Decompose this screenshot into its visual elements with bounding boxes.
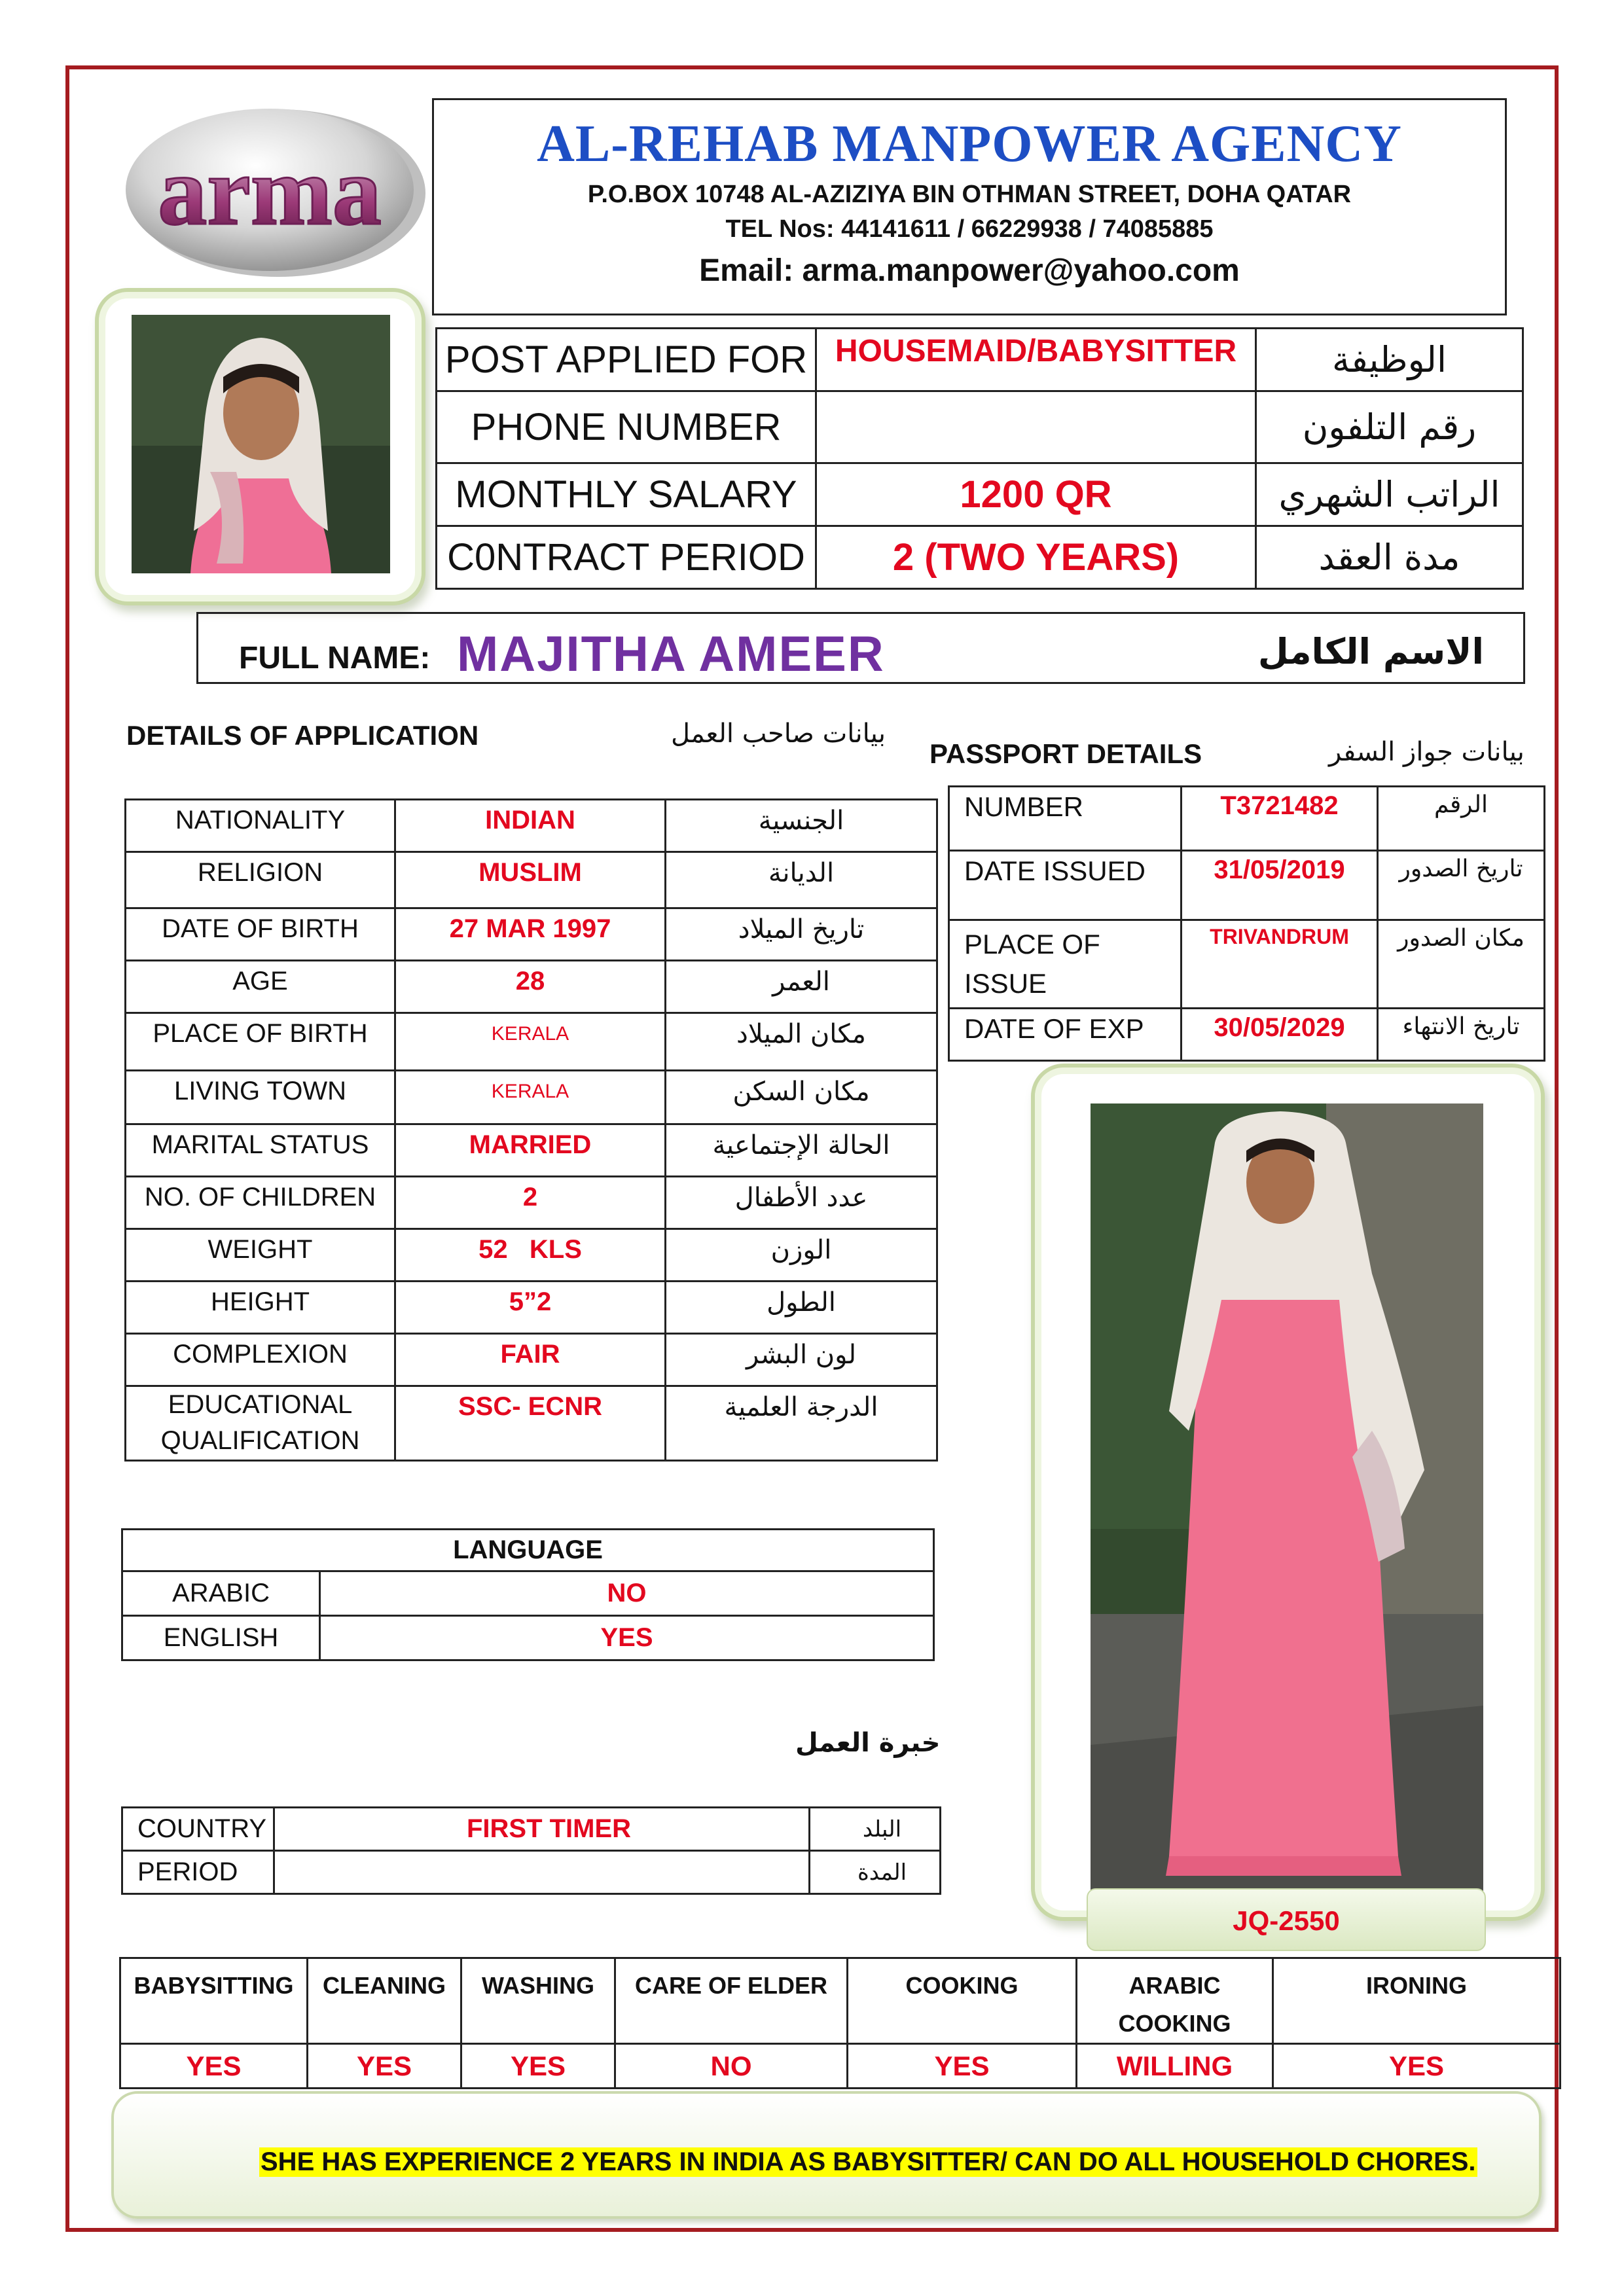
living-town-arabic: مكان السكن (666, 1071, 937, 1124)
table-row (120, 1958, 1561, 2044)
salary-value: 1200 QR (816, 463, 1256, 526)
period-arabic: المدة (810, 1851, 941, 1894)
skill-babysitting-value: YES (120, 2044, 308, 2089)
logo-text: arma (158, 137, 382, 245)
portrait-photo-frame (95, 288, 425, 605)
table-row (120, 2044, 1561, 2089)
passport-number-arabic: الرقم (1378, 787, 1545, 851)
table-row (126, 1013, 937, 1071)
skill-cleaning-value: YES (308, 2044, 461, 2089)
phone-arabic: رقم التلفون (1256, 391, 1523, 463)
agency-header (432, 98, 1507, 315)
table-row (126, 1124, 937, 1177)
table-row (949, 851, 1545, 920)
children-value: 2 (395, 1177, 666, 1229)
full-name-value: MAJITHA AMEER (457, 626, 885, 682)
dob-value: 27 MAR 1997 (395, 908, 666, 961)
phone-label: PHONE NUMBER (437, 391, 816, 463)
english-language-value: YES (320, 1616, 934, 1660)
contract-label: C0NTRACT PERIOD (437, 526, 816, 589)
reference-code: JQ-2550 (1233, 1905, 1340, 1936)
skill-ironing-label: IRONING (1273, 1958, 1561, 2044)
period-value (274, 1851, 810, 1894)
height-label: HEIGHT (126, 1282, 395, 1334)
issue-place-arabic: مكان الصدور (1378, 920, 1545, 1009)
living-town-label: LIVING TOWN (126, 1071, 395, 1124)
complexion-value: FAIR (395, 1334, 666, 1386)
table-row (949, 920, 1545, 1009)
table-row (949, 1009, 1545, 1061)
table-row (126, 908, 937, 961)
post-value: HOUSEMAID/BABYSITTER (816, 329, 1256, 391)
agency-email: Email: arma.manpower@yahoo.com (699, 253, 1240, 288)
full-body-photo (1091, 1103, 1483, 1895)
skill-cleaning-label: CLEANING (308, 1958, 461, 2044)
issue-place-value: TRIVANDRUM (1182, 920, 1378, 1009)
expiry-date-label: DATE OF EXP (949, 1009, 1182, 1061)
birthplace-value: KERALA (395, 1013, 666, 1071)
contract-value: 2 (TWO YEARS) (816, 526, 1256, 589)
application-details-table (124, 798, 938, 1462)
experience-table (121, 1806, 941, 1895)
agency-name: AL-REHAB MANPOWER AGENCY (537, 115, 1402, 173)
marital-status-label: MARITAL STATUS (126, 1124, 395, 1177)
skills-table (119, 1957, 1561, 2089)
skill-elder-care-value: NO (615, 2044, 848, 2089)
skill-cooking-label: COOKING (848, 1958, 1077, 2044)
salary-label: MONTHLY SALARY (437, 463, 816, 526)
living-town-value: KERALA (395, 1071, 666, 1124)
full-name-label: FULL NAME: (239, 641, 431, 675)
table-row (126, 1071, 937, 1124)
children-label: NO. OF CHILDREN (126, 1177, 395, 1229)
arabic-language-label: ARABIC (122, 1571, 320, 1616)
issue-date-value: 31/05/2019 (1182, 851, 1378, 920)
table-row (122, 1851, 941, 1894)
education-arabic: الدرجة العلمية (666, 1386, 937, 1461)
table-row (126, 1177, 937, 1229)
agency-phone: TEL Nos: 44141611 / 66229938 / 74085885 (725, 215, 1214, 243)
passport-details-table (948, 785, 1545, 1062)
application-title-arabic: بيانات صاحب العمل (671, 719, 886, 749)
english-language-label: ENGLISH (122, 1616, 320, 1660)
country-label: COUNTRY (122, 1808, 274, 1851)
table-row (126, 852, 937, 908)
skill-arabic-cooking-label: ARABIC COOKING (1077, 1958, 1273, 2044)
education-value: SSC- ECNR (395, 1386, 666, 1461)
expiry-date-arabic: تاريخ الانتهاء (1378, 1009, 1545, 1061)
expiry-date-value: 30/05/2029 (1182, 1009, 1378, 1061)
language-title: LANGUAGE (122, 1530, 934, 1571)
table-row (126, 961, 937, 1013)
dob-arabic: تاريخ الميلاد (666, 908, 937, 961)
table-row (126, 1334, 937, 1386)
table-row (122, 1808, 941, 1851)
issue-place-label: PLACE OF ISSUE (949, 920, 1182, 1009)
religion-arabic: الديانة (666, 852, 937, 908)
table-row (122, 1616, 934, 1660)
marital-status-arabic: الحالة الإجتماعية (666, 1124, 937, 1177)
table-row (437, 526, 1523, 589)
skill-elder-care-label: CARE OF ELDER (615, 1958, 848, 2044)
complexion-arabic: لون البشر (666, 1334, 937, 1386)
period-label: PERIOD (122, 1851, 274, 1894)
table-row (126, 1386, 937, 1461)
table-row (437, 463, 1523, 526)
age-arabic: العمر (666, 961, 937, 1013)
table-row (126, 1282, 937, 1334)
weight-arabic: الوزن (666, 1229, 937, 1282)
full-name-arabic: الاسم الكامل (1257, 631, 1484, 672)
skill-cooking-value: YES (848, 2044, 1077, 2089)
phone-value (816, 391, 1256, 463)
remark-box (111, 2091, 1542, 2219)
skill-arabic-cooking-value: WILLING (1077, 2044, 1273, 2089)
agency-address: P.O.BOX 10748 AL-AZIZIYA BIN OTHMAN STREET, DOHA QATAR (587, 181, 1352, 208)
contract-arabic: مدة العقد (1256, 526, 1523, 589)
passport-title: PASSPORT DETAILS (929, 738, 1202, 769)
country-arabic: البلد (810, 1808, 941, 1851)
job-summary-table (435, 327, 1524, 590)
birthplace-label: PLACE OF BIRTH (126, 1013, 395, 1071)
language-table (121, 1528, 935, 1661)
skill-washing-label: WASHING (461, 1958, 615, 2044)
nationality-arabic: الجنسية (666, 800, 937, 852)
table-row (437, 329, 1523, 391)
table-row (126, 1229, 937, 1282)
skill-babysitting-label: BABYSITTING (120, 1958, 308, 2044)
salary-arabic: الراتب الشهري (1256, 463, 1523, 526)
reference-code-box (1087, 1888, 1486, 1951)
issue-date-label: DATE ISSUED (949, 851, 1182, 920)
passport-number-value: T3721482 (1182, 787, 1378, 851)
remark-text: SHE HAS EXPERIENCE 2 YEARS IN INDIA AS BABYSITTER/ CAN DO ALL HOUSEHOLD CHORES. (261, 2147, 1476, 2176)
skill-washing-value: YES (461, 2044, 615, 2089)
full-body-photo-frame (1031, 1064, 1545, 1921)
country-value: FIRST TIMER (274, 1808, 810, 1851)
age-value: 28 (395, 961, 666, 1013)
arabic-language-value: NO (320, 1571, 934, 1616)
religion-value: MUSLIM (395, 852, 666, 908)
weight-value: 52 KLS (395, 1229, 666, 1282)
full-name-box (196, 612, 1525, 684)
issue-date-arabic: تاريخ الصدور (1378, 851, 1545, 920)
weight-label: WEIGHT (126, 1229, 395, 1282)
portrait-photo (132, 315, 390, 573)
agency-logo (118, 98, 432, 295)
table-row (126, 800, 937, 852)
skill-ironing-value: YES (1273, 2044, 1561, 2089)
marital-status-value: MARRIED (395, 1124, 666, 1177)
complexion-label: COMPLEXION (126, 1334, 395, 1386)
birthplace-arabic: مكان الميلاد (666, 1013, 937, 1071)
table-row (437, 391, 1523, 463)
application-title: DETAILS OF APPLICATION (126, 720, 479, 751)
experience-title-arabic: خبرة العمل (795, 1728, 941, 1758)
nationality-value: INDIAN (395, 800, 666, 852)
post-arabic: الوظيفة (1256, 329, 1523, 391)
height-arabic: الطول (666, 1282, 937, 1334)
table-row (949, 787, 1545, 851)
height-value: 5”2 (395, 1282, 666, 1334)
nationality-label: NATIONALITY (126, 800, 395, 852)
age-label: AGE (126, 961, 395, 1013)
table-row (122, 1571, 934, 1616)
religion-label: RELIGION (126, 852, 395, 908)
table-row (122, 1530, 934, 1571)
post-label: POST APPLIED FOR (437, 329, 816, 391)
passport-title-arabic: بيانات جواز السفر (1329, 737, 1525, 767)
passport-number-label: NUMBER (949, 787, 1182, 851)
dob-label: DATE OF BIRTH (126, 908, 395, 961)
children-arabic: عدد الأطفال (666, 1177, 937, 1229)
education-label: EDUCATIONAL QUALIFICATION (126, 1386, 395, 1461)
